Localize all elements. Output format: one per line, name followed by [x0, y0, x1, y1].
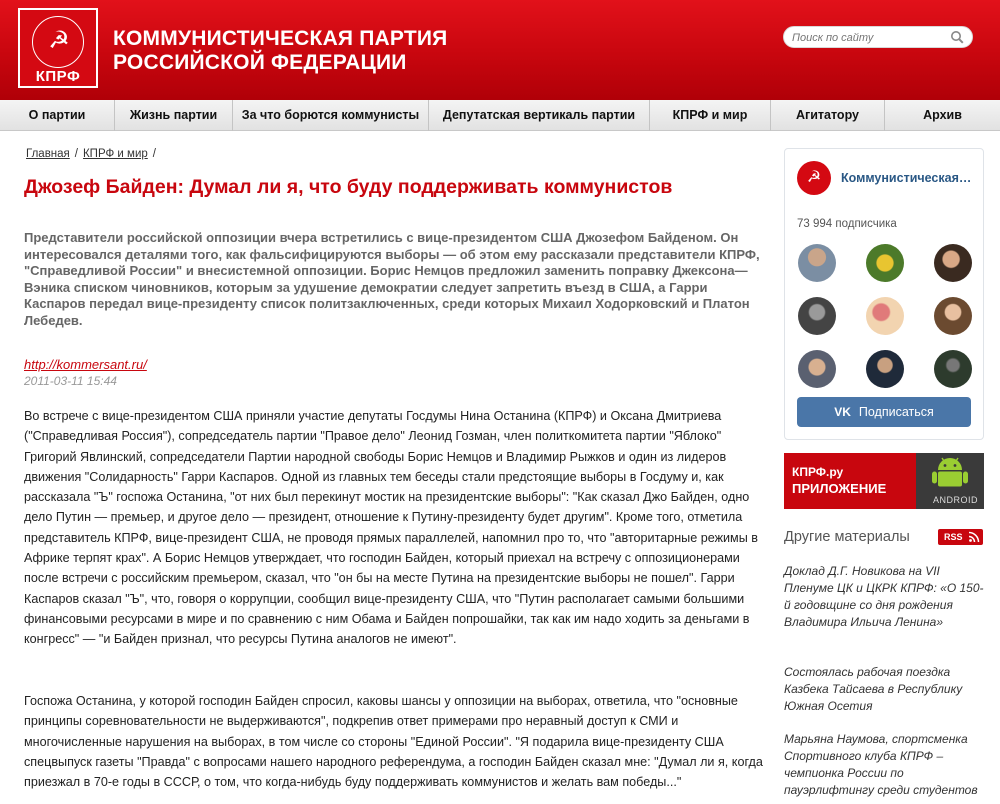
banner-site-name: КПРФ.ру — [792, 465, 844, 479]
avatar[interactable] — [866, 244, 904, 282]
site-header — [0, 0, 1000, 100]
nav-item-kprf-world[interactable]: КПРФ и мир — [650, 100, 771, 131]
search-box — [783, 26, 973, 48]
other-material-link[interactable]: Марьяна Наумова, спортсменка Спортивного клуба КПРФ – чемпионка России по пауэрлифтингу среди студентов — [784, 732, 978, 797]
nav-item-agitator[interactable]: Агитатору — [771, 100, 885, 131]
article-paragraph: Госпожа Останина, у которой господин Байден спросил, каковы шансы у оппозиции на выборах, ответила, что "основные принципы соревновательности не выдерживаются", подкрепив ответ примерами про неравный доступ к СМИ и многочисленные нарушения на выборах, в том числе со стороны "Единой России". "Я подарила вице-президенту США спецвыпуск газеты "Правда" с вопросами нашего народного референдума, а господин Байден сказал мне: "Думал ли я, когда приезжал в 70-е годы в СССР, о том, что когда-нибудь буду поддерживать коммунистов и желать вам победы..." — [24, 694, 763, 790]
avatar[interactable] — [934, 350, 972, 388]
breadcrumb-separator: / — [74, 148, 78, 160]
logo-text: КПРФ — [35, 68, 81, 85]
rss-button[interactable] — [938, 529, 983, 545]
breadcrumb-home[interactable]: Главная — [26, 148, 70, 160]
avatar[interactable] — [866, 297, 904, 335]
nav-item-about[interactable]: О партии — [0, 100, 115, 131]
breadcrumb-separator: / — [152, 148, 156, 160]
site-title-line1: КОММУНИСТИЧЕСКАЯ ПАРТИЯ — [113, 27, 448, 50]
avatar[interactable] — [866, 350, 904, 388]
main-nav — [0, 100, 1000, 131]
article-date: 2011-03-11 15:44 — [24, 374, 117, 388]
breadcrumb — [26, 148, 161, 160]
vk-logo-icon: VK — [834, 405, 851, 419]
android-badge — [916, 453, 984, 509]
other-material-link[interactable]: Доклад Д.Г. Новикова на VII Пленуме ЦК и ЦКРК КПРФ: «О 150-й годовщине со дня рождения Владимира Ильича Ленина» — [784, 564, 984, 629]
android-label: ANDROID — [932, 495, 978, 505]
hammer-sickle-icon: ☭ — [48, 27, 70, 54]
vk-group-avatar[interactable] — [797, 161, 831, 195]
search-icon[interactable] — [950, 30, 964, 44]
nav-item-archive[interactable]: Архив — [923, 108, 962, 122]
other-materials-title: Другие материалы — [784, 529, 910, 545]
site-title-line2: РОССИЙСКОЙ ФЕДЕРАЦИИ — [113, 51, 407, 74]
vk-subscriber-avatars — [797, 244, 975, 388]
article-paragraph: Во встрече с вице-президентом США приняли участие депутаты Госдумы Нина Останина (КПРФ) и Оксана Дмитриева ("Справедливая Россия"), сопредседатель партии "Правое дело" Леонид Гозман, член политкомитета партии "Яблоко" Григорий Явлинский, сопредседатели Партии народной свободы Борис Немцов и Владимир Рыжков и один из лидеров движения "Солидарность" Гарри Каспаров. Одной из главных тем беседы стали предстоящие выборы в Госдуму и, как рассказала "Ъ" госпожа Останина, "от них был перекинут мостик на президентские выборы": "Как сказал Джо Байден, одно дело Путин — премьер, и другое дело — президент, отношение к Путину-президенту будет другим". Кроме того, отметила представитель КПРФ, вице-президент США, не проводя прямых параллелей, напомнил про то, что "авторитарные режимы в Африке терпят крах". А Борис Немцов утверждает, что господин Байден, который приехал на встречу с оппозиционерами после встречи с российским премьером, сказал, что "он бы на месте Путина на президентские выборы не пошел". Гарри Каспаров сказал "Ъ", что, говоря о коррупции, сообщил вице-президенту США, что "Путин располагает самыми большими финансовыми ресурсами в мире и по сравнению с ним Обама и Байден попрошайки, так как им надо ходить за деньгами в конгресс" — "и Байден признал, что ресурсы Путина аналогов не имеют". — [24, 409, 758, 647]
hammer-sickle-icon: ☭ — [806, 169, 822, 186]
rss-label: RSS — [944, 532, 963, 542]
android-robot-icon — [930, 456, 970, 490]
vk-group-name[interactable]: Коммунистическая… — [841, 171, 972, 185]
vk-subscriber-count: 73 994 подписчика — [797, 218, 897, 230]
nav-item-party-life[interactable]: Жизнь партии — [115, 100, 233, 131]
site-title[interactable] — [113, 27, 447, 75]
search-input[interactable] — [792, 29, 942, 46]
breadcrumb-section[interactable]: КПРФ и мир — [82, 148, 148, 160]
app-banner[interactable] — [784, 453, 984, 509]
article-source-link[interactable]: http://kommersant.ru/ — [24, 357, 147, 372]
avatar[interactable] — [934, 297, 972, 335]
article-lead: Представители российской оппозиции вчера встретились с вице-президентом США Джозефом Байденом. Он интересовался деталями того, как фальсифицируются выборы — об этом ему рассказали представители КПРФ, "Справедливой России" и внесистемной оппозиции. Борис Немцов предложил заменить поправку Джексона—Вэника списком чиновников, которым за удушение демократии следует запретить въезд в США, а Гарри Каспаров передал вице-президенту список политзаключенных, среди которых Михаил Ходорковский и Платон Лебедев. — [24, 230, 760, 328]
vk-widget — [784, 148, 984, 440]
article-title: Джозеф Байден: Думал ли я, что буду поддерживать коммунистов — [24, 176, 673, 198]
avatar[interactable] — [934, 244, 972, 282]
rss-icon — [968, 531, 980, 543]
nav-item-what-communists-fight-for[interactable]: За что борются коммунисты — [233, 100, 429, 131]
avatar[interactable] — [798, 297, 836, 335]
vk-subscribe-label: Подписаться — [858, 405, 934, 419]
vk-subscribe-button[interactable] — [797, 397, 971, 427]
avatar[interactable] — [798, 350, 836, 388]
banner-app-label: ПРИЛОЖЕНИЕ — [792, 481, 887, 496]
other-material-link[interactable]: Состоялась рабочая поездка Казбека Тайсаева в Республику Южная Осетия — [784, 665, 963, 713]
party-logo[interactable] — [18, 8, 98, 88]
avatar[interactable] — [798, 244, 836, 282]
nav-item-deputy-vertical[interactable]: Депутатская вертикаль партии — [429, 100, 650, 131]
logo-emblem — [32, 16, 84, 68]
